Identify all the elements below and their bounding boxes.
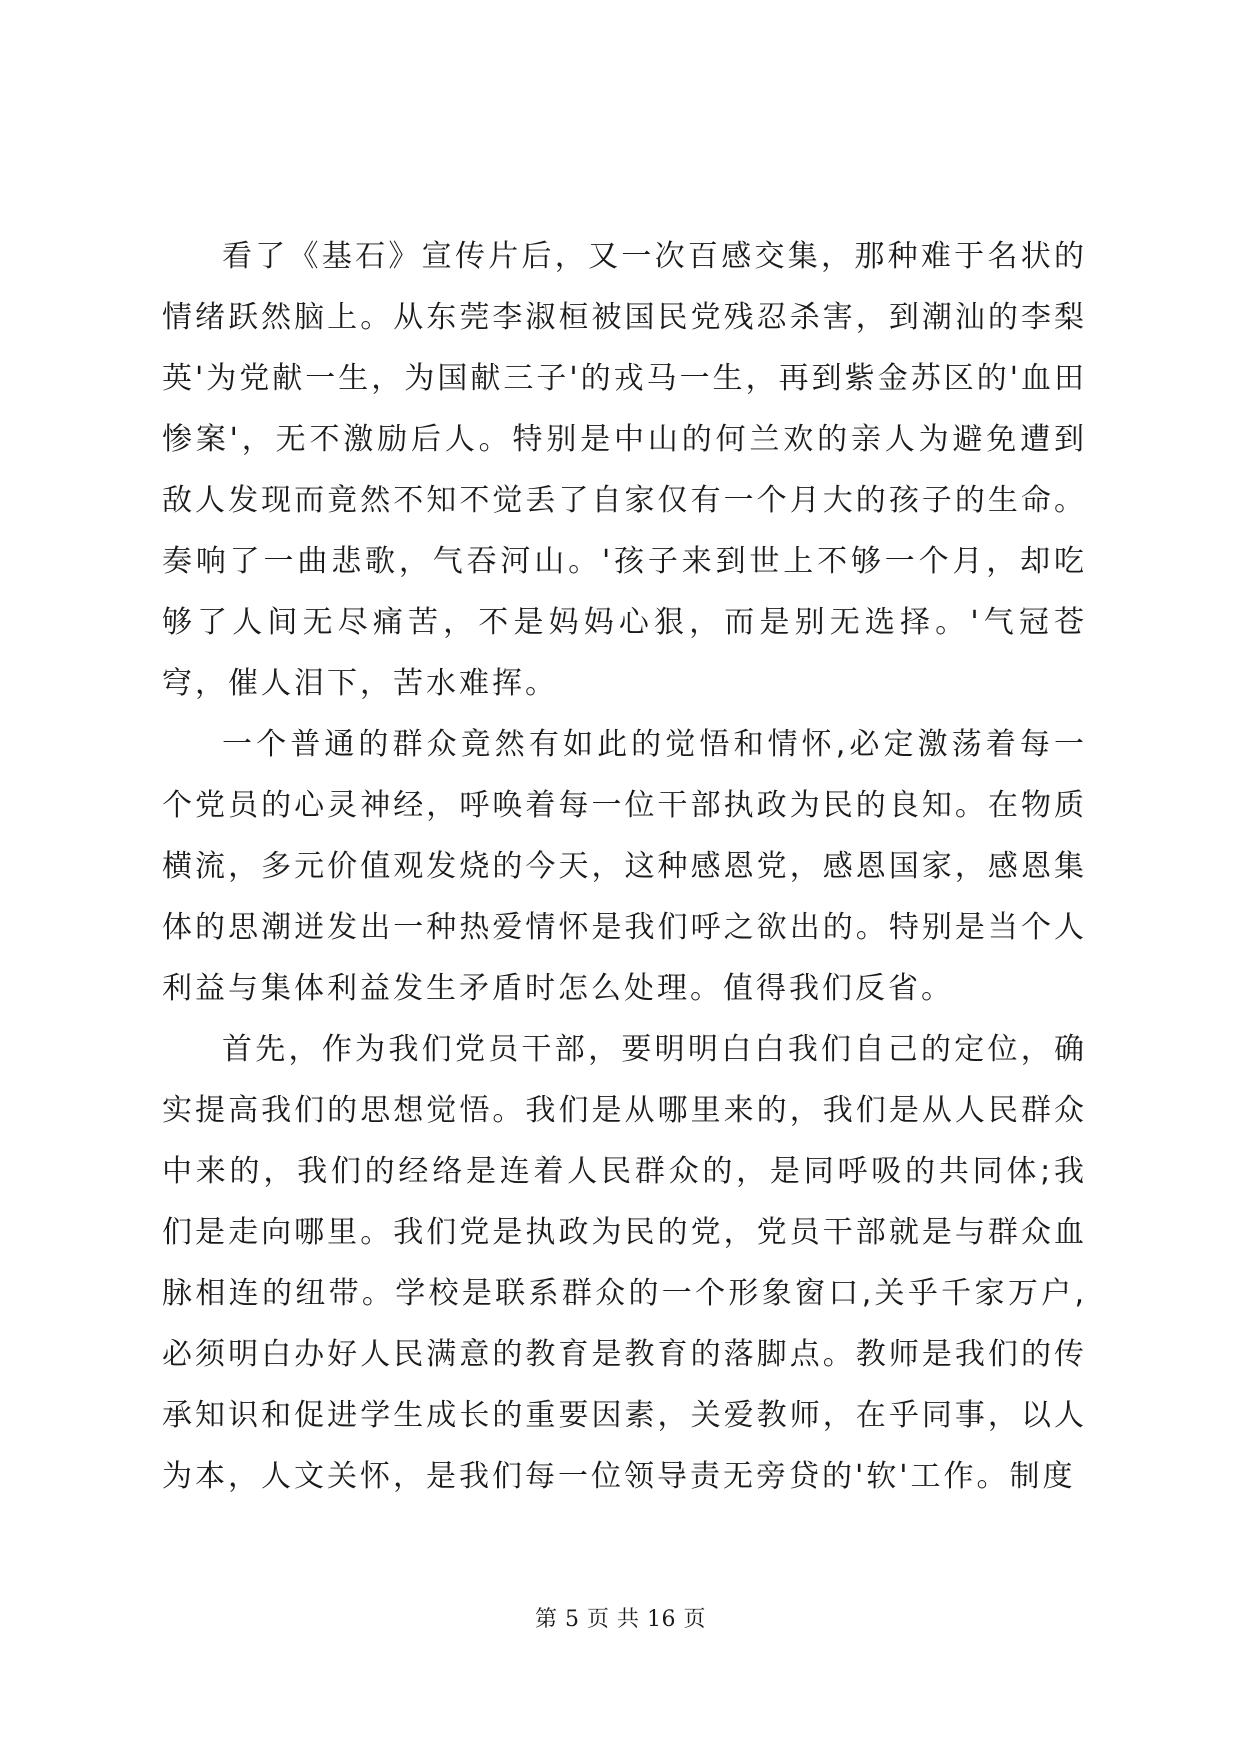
paragraph-2: 一个普通的群众竟然有如此的觉悟和情怀,必定激荡着每一个党员的心灵神经，呼唤着每一位干部执政为民的良知。在物质横流，多元价值观发烧的今天，这种感恩党，感恩国家，感恩集体的思潮迸发出一种热爱情怀是我们呼之欲出的。特别是当个人利益与集体利益发生矛盾时怎么处理。值得我们反省。 [162,727,1087,1006]
page-number-footer: 第 5 页 共 16 页 [535,1607,706,1632]
paragraph-3: 首先，作为我们党员干部，要明明白白我们自己的定位，确实提高我们的思想觉悟。我们是从哪里来的，我们是从人民群众中来的，我们的经络是连着人民群众的，是同呼吸的共同体;我们是走向哪里。我们党是执政为民的党，党员干部就是与群众血脉相连的纽带。学校是联系群众的一个形象窗口,关乎千家万户,必须明白办好人民满意的教育是教育的落脚点。教师是我们的传承知识和促进学生成长的重要因素，关爱教师，在乎同事，以人为本，人文关怀，是我们每一位领导责无旁贷的'软'工作。制度 [162,1032,1087,1494]
paragraph-1: 看了《基石》宣传片后，又一次百感交集，那种难于名状的情绪跃然脑上。从东莞李淑桓被国民党残忍杀害，到潮汕的李梨英'为党献一生，为国献三子'的戎马一生，再到紫金苏区的'血田惨案'，无不激励后人。特别是中山的何兰欢的亲人为避免遭到敌人发现而竟然不知不觉丢了自家仅有一个月大的孩子的生命。奏响了一曲悲歌，气吞河山。'孩子来到世上不够一个月，却吃够了人间无尽痛苦，不是妈妈心狠，而是别无选择。'气冠苍穹，催人泪下，苦水难挥。 [162,239,1087,701]
body-text [162,226,1087,1507]
